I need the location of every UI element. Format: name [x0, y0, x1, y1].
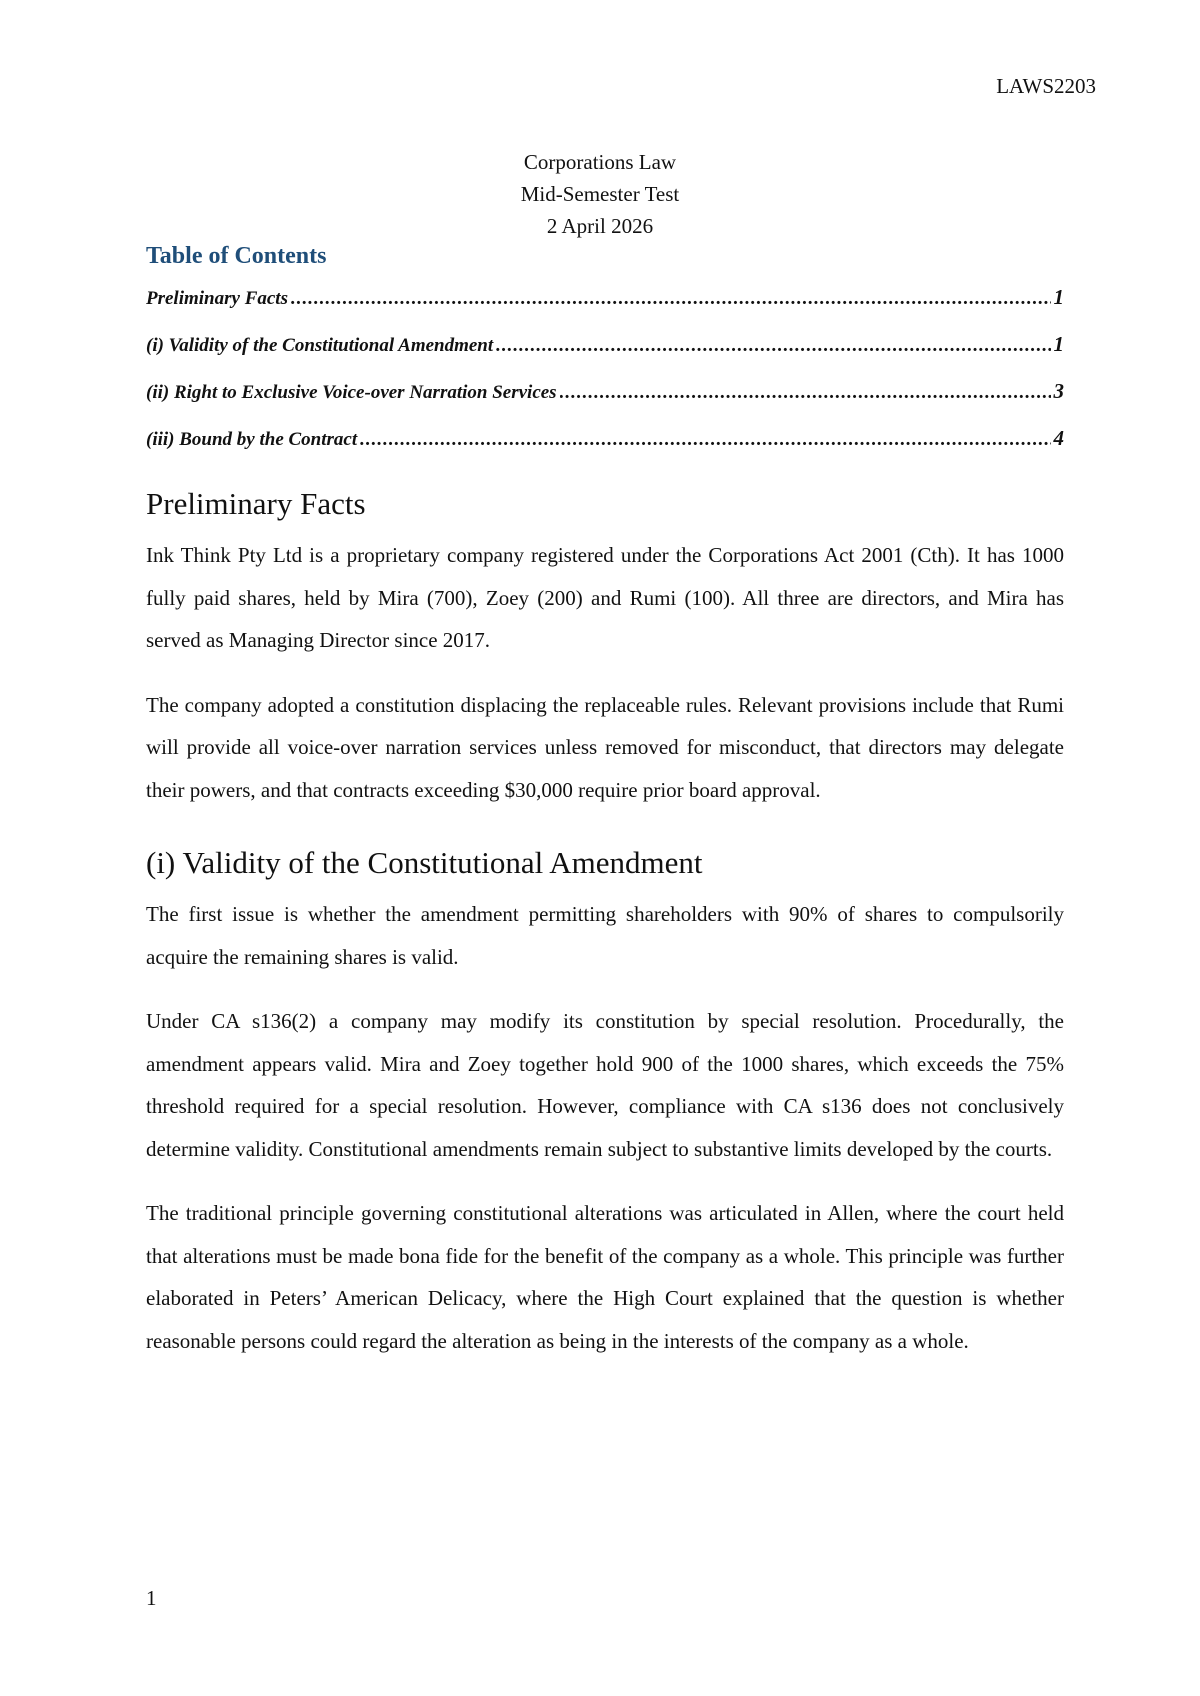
section-preliminary-facts: [146, 484, 1064, 811]
toc-entry-bound-by-contract[interactable]: [146, 425, 1064, 453]
body-paragraph: The company adopted a constitution displacing the replaceable rules. Relevant provisions include that Rumi will provide all voice-over narration services unless removed for misconduct, that directors may delegate their powers, and that contracts exceeding $30,000 require prior board approval.: [146, 692, 1064, 802]
page-number: 1: [146, 1586, 157, 1610]
section-heading: Preliminary Facts: [146, 486, 366, 521]
toc-entry-label: (i) Validity of the Constitutional Amendment: [146, 335, 494, 356]
toc-leader-dots: [360, 427, 1050, 453]
body-paragraph: The first issue is whether the amendment permitting shareholders with 90% of shares to compulsorily acquire the remaining shares is valid.: [146, 902, 1064, 969]
title-block: [0, 146, 1200, 242]
course-code: LAWS2203: [996, 74, 1096, 98]
toc-entry-preliminary-facts[interactable]: [146, 284, 1064, 312]
toc-entry-page: 1: [1053, 332, 1064, 356]
body-paragraph: Ink Think Pty Ltd is a proprietary company registered under the Corporations Act 2001 (Cth). It has 1000 fully paid shares, held by Mira (700), Zoey (200) and Rumi (100). All three are directors, and Mira has served as Managing Director since 2017.: [146, 543, 1064, 652]
toc-entry-validity[interactable]: [146, 331, 1064, 359]
toc-leader-dots: [291, 286, 1051, 312]
table-of-contents: [146, 240, 1064, 453]
body-paragraph: The traditional principle governing constitutional alterations was articulated in Allen, where the court held that alterations must be made bona fide for the benefit of the company as a whole. This principle was further elaborated in Peters’ American Delicacy, where the High Court explained that the question is whether reasonable persons could regard the alteration as being in the interests of the company as a whole.: [146, 1201, 1064, 1353]
toc-entry-page: 3: [1053, 379, 1064, 403]
toc-entry-page: 1: [1053, 285, 1064, 309]
toc-entry-page: 4: [1053, 426, 1064, 450]
toc-leader-dots: [496, 333, 1050, 359]
test-date: 2 April 2026: [546, 214, 654, 238]
toc-entry-label: Preliminary Facts: [146, 288, 288, 309]
toc-entry-label: (iii) Bound by the Contract: [146, 429, 358, 450]
section-validity-of-amendment: [146, 843, 1064, 1362]
test-name: Mid-Semester Test: [520, 182, 680, 206]
section-heading: (i) Validity of the Constitutional Amendment: [146, 845, 703, 880]
course-title: Corporations Law: [523, 150, 677, 174]
toc-leader-dots: [560, 380, 1051, 406]
toc-entry-voice-over[interactable]: [146, 378, 1064, 406]
body-paragraph: Under CA s136(2) a company may modify its constitution by special resolution. Procedurally, the amendment appears valid. Mira and Zoey together hold 900 of the 1000 shares, which exceeds the 75% threshold required for a special resolution. However, compliance with CA s136 does not conclusively determine validity. Constitutional amendments remain subject to substantive limits developed by the courts.: [146, 1009, 1064, 1161]
toc-heading: Table of Contents: [146, 243, 327, 269]
toc-entry-label: (ii) Right to Exclusive Voice-over Narration Services: [146, 382, 557, 403]
document-content: [146, 240, 1064, 1384]
